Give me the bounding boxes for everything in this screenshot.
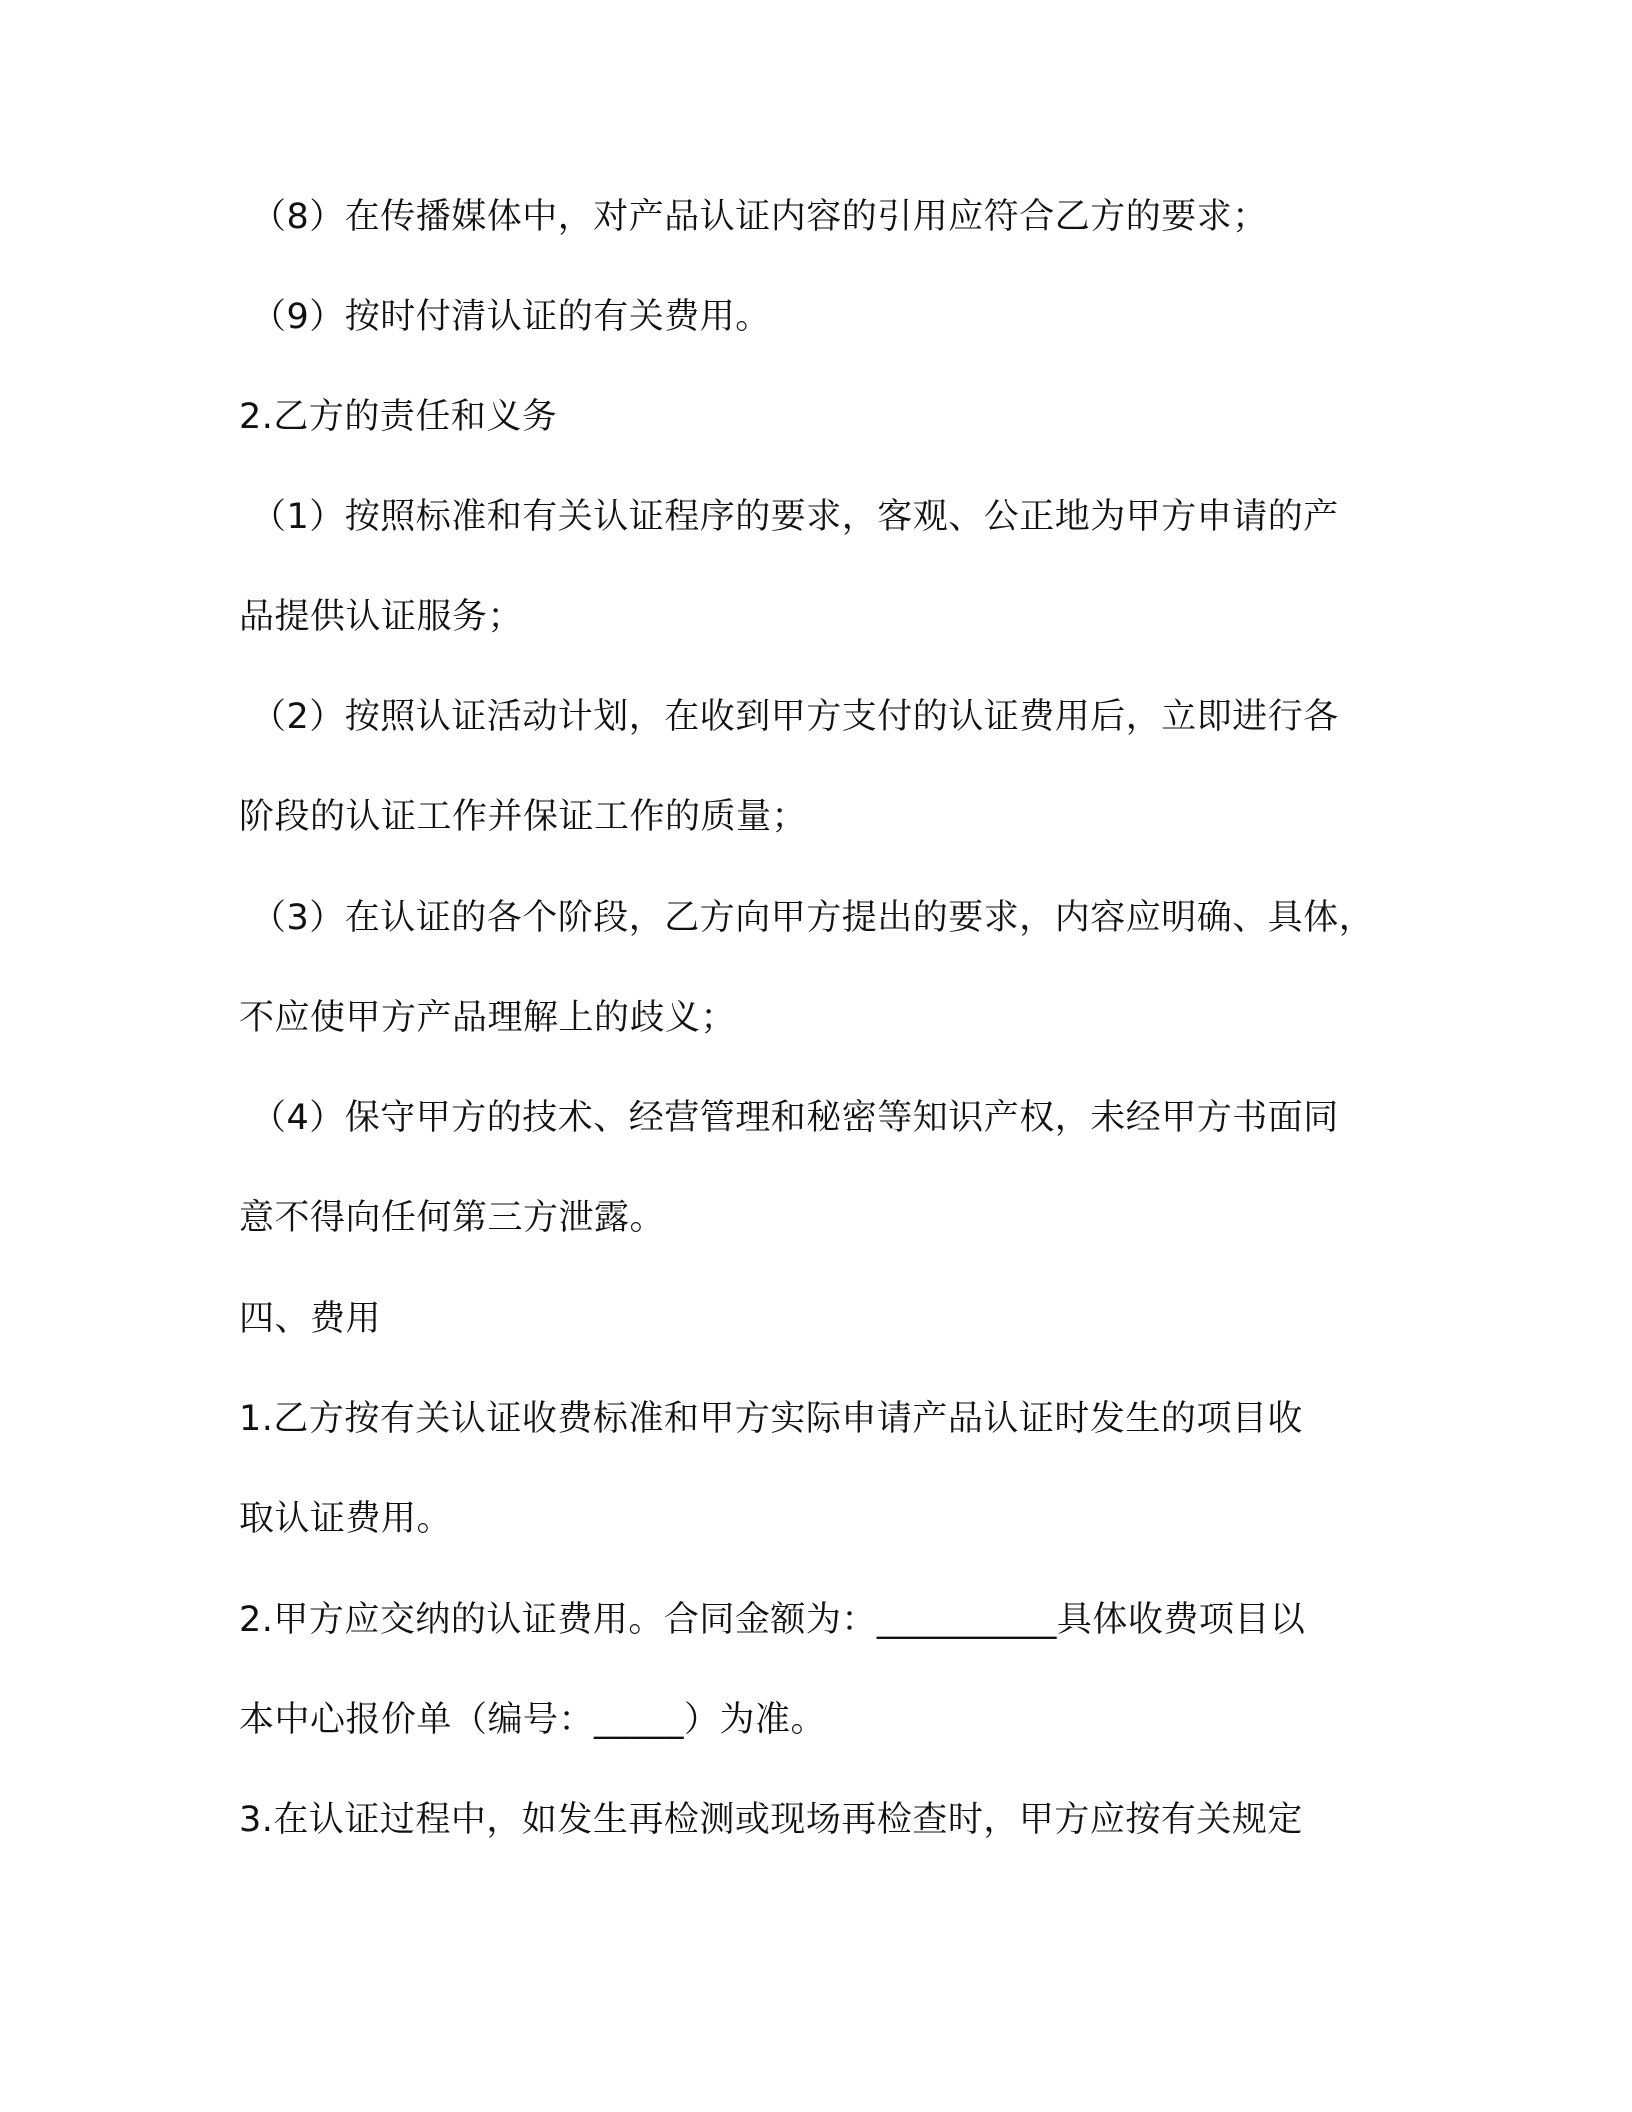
clause-3-clear-requirements: （3）在认证的各个阶段，乙方向甲方提出的要求，内容应明确、具体， [251,898,1375,938]
fee-clause-3-reinspection: 3.在认证过程中，如发生再检测或现场再检查时，甲方应按有关规定 [239,1800,1303,1840]
fee-clause-2-contract-amount: 2.甲方应交纳的认证费用。合同金额为：__________具体收费项目以 [239,1600,1306,1640]
clause-4-continuation: 意不得向任何第三方泄露。 [239,1198,666,1238]
clause-9-pay-fees: （9）按时付清认证的有关费用。 [251,297,771,337]
clause-2-certification-plan: （2）按照认证活动计划，在收到甲方支付的认证费用后，立即进行各 [251,697,1339,737]
section-heading-fees: 四、费用 [239,1299,382,1339]
clause-1-objective-service: （1）按照标准和有关认证程序的要求，客观、公正地为甲方申请的产 [251,497,1339,537]
section-heading-party-b-duties: 2.乙方的责任和义务 [239,397,558,437]
fee-clause-2-continuation: 本中心报价单（编号：_____）为准。 [239,1700,827,1740]
clause-8-media-citation: （8）在传播媒体中，对产品认证内容的引用应符合乙方的要求； [251,197,1268,237]
clause-3-continuation: 不应使甲方产品理解上的歧义； [239,998,737,1038]
fee-clause-1-continuation: 取认证费用。 [239,1499,453,1539]
clause-1-continuation: 品提供认证服务； [239,597,524,637]
clause-2-continuation: 阶段的认证工作并保证工作的质量； [239,797,808,837]
clause-4-confidentiality: （4）保守甲方的技术、经营管理和秘密等知识产权，未经甲方书面同 [251,1098,1339,1138]
fee-clause-1: 1.乙方按有关认证收费标准和甲方实际申请产品认证时发生的项目收 [239,1399,1303,1439]
